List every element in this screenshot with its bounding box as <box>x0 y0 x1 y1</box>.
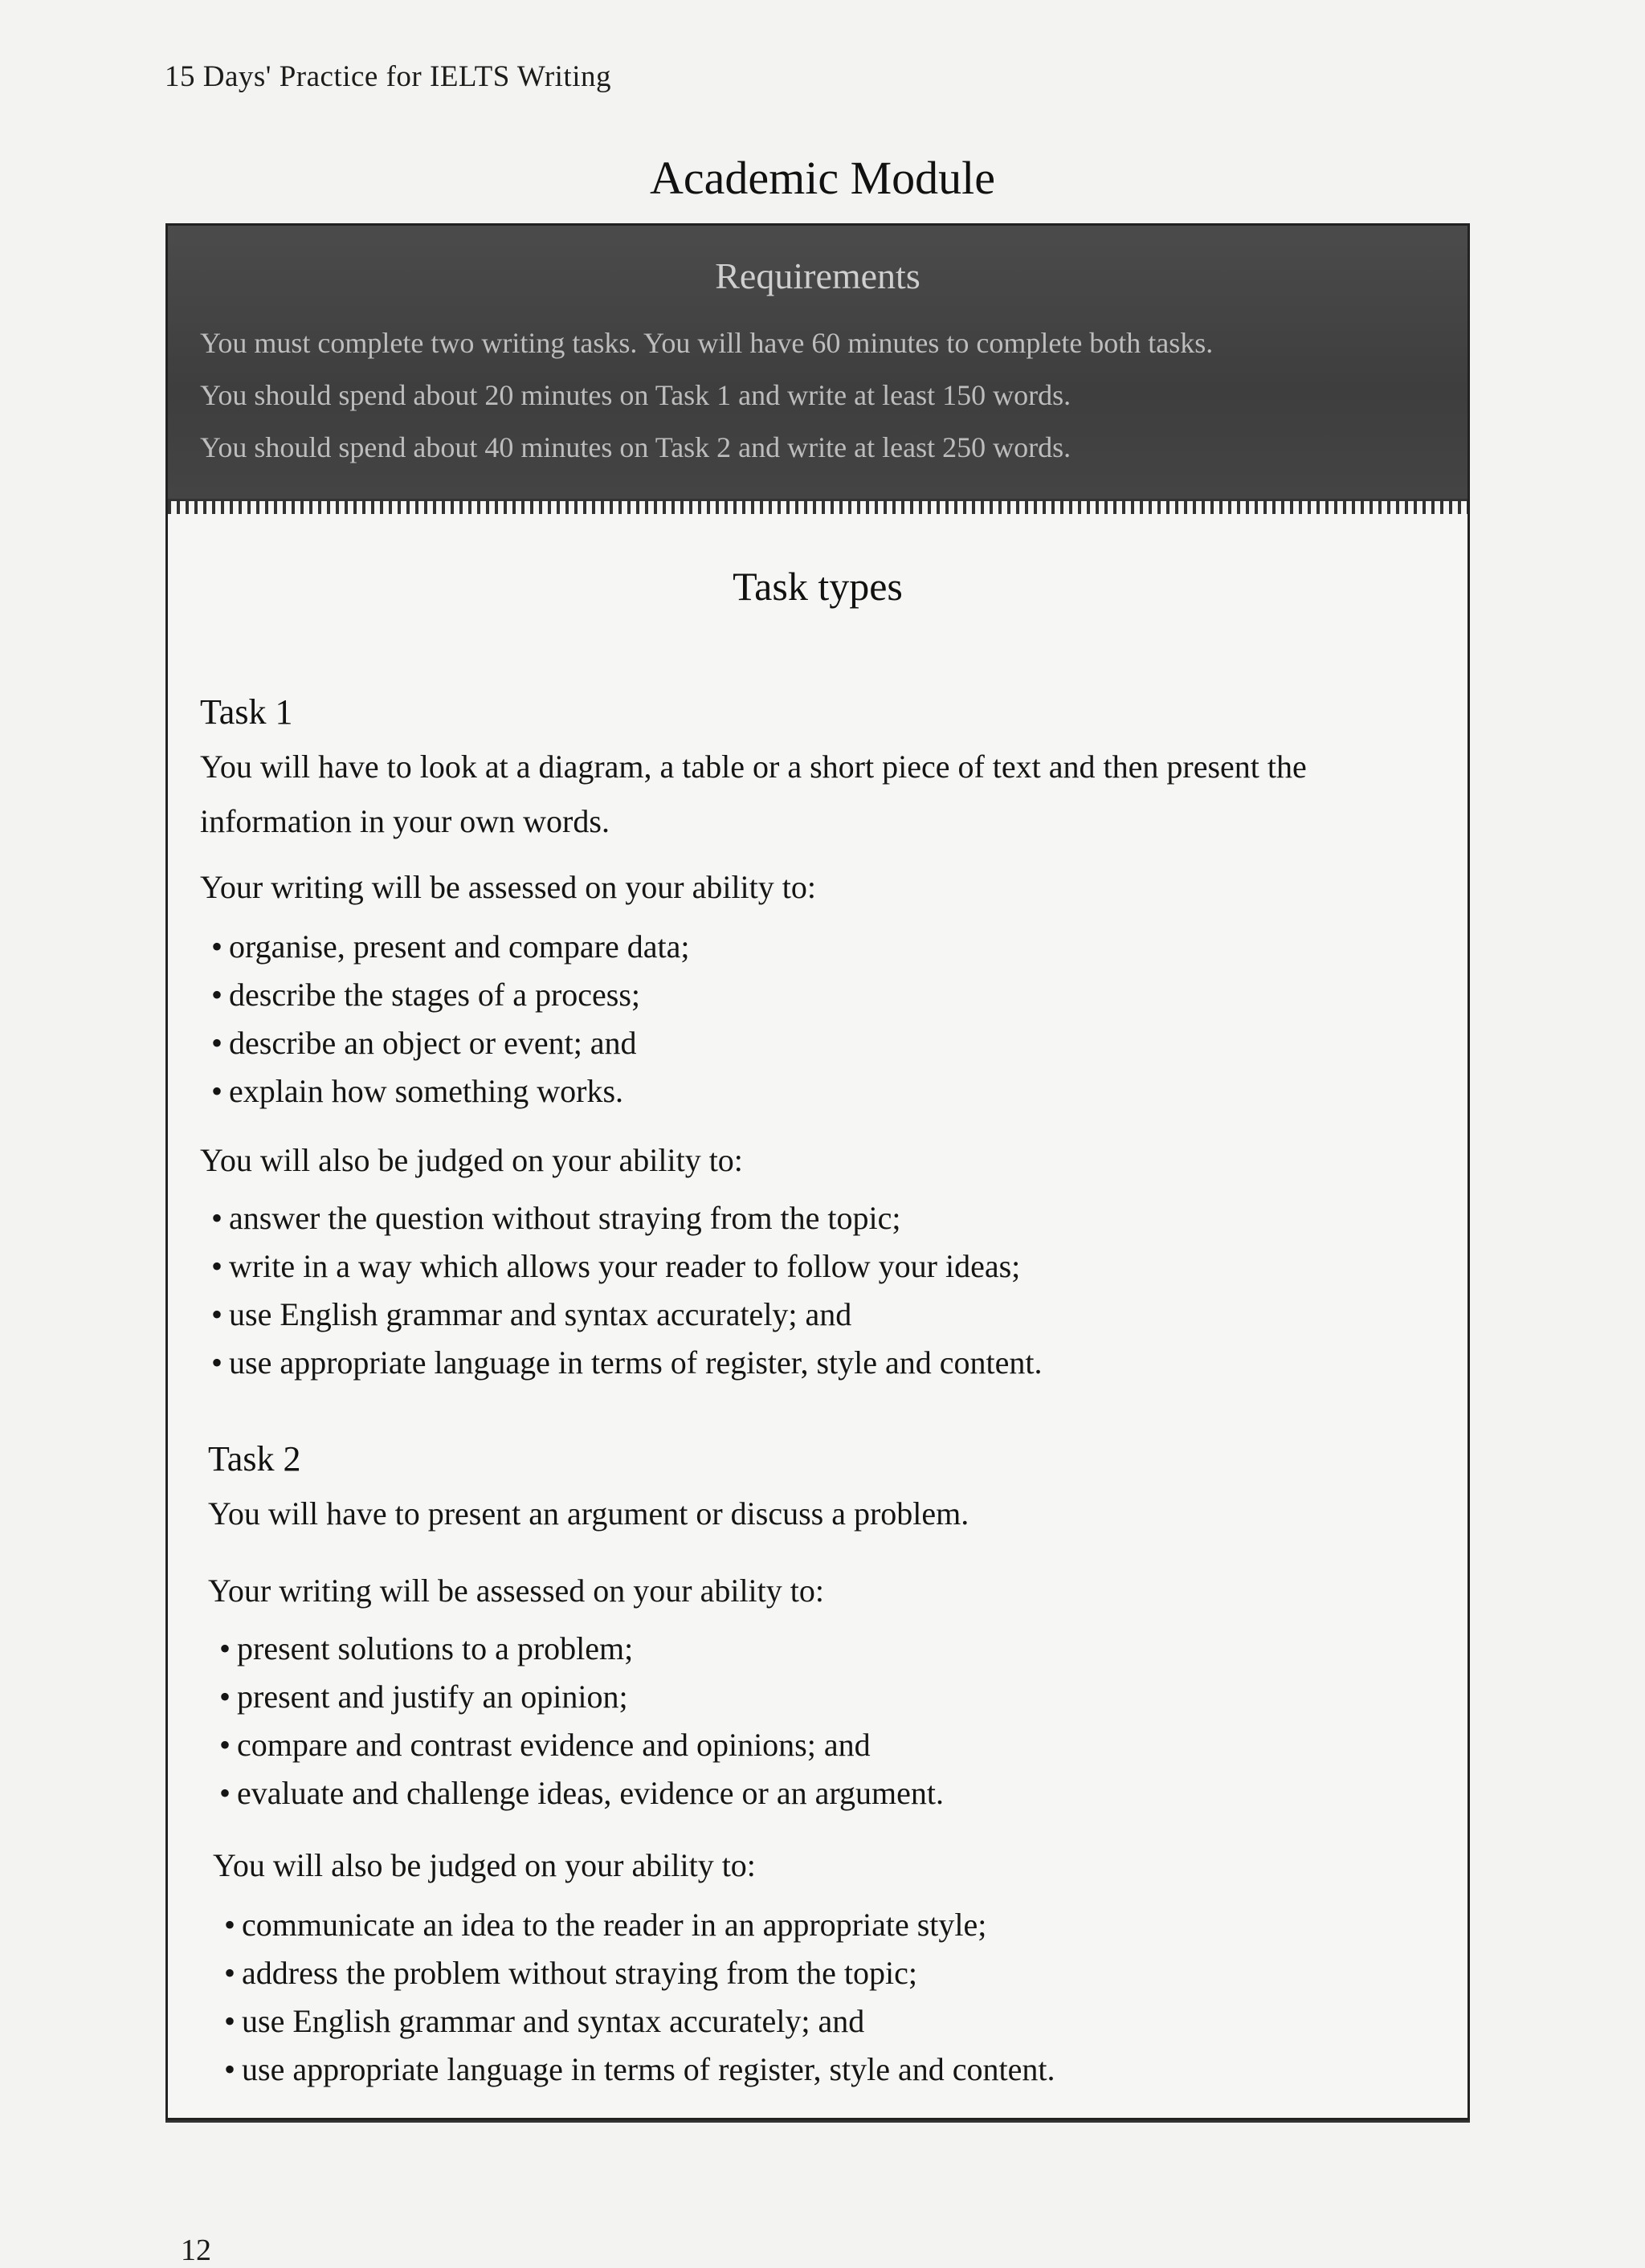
content-box <box>165 223 1470 2120</box>
list-item: • compare and contrast evidence and opinions; and <box>208 1721 944 1769</box>
list-item: • explain how something works. <box>200 1067 689 1116</box>
bottom-rule <box>165 2120 1470 2123</box>
task1-judged-list <box>200 1194 1043 1387</box>
list-item: • write in a way which allows your reader to follow your ideas; <box>200 1242 1043 1291</box>
list-item: • answer the question without straying from the topic; <box>200 1194 1043 1242</box>
task1-intro-line2: information in your own words. <box>200 803 610 839</box>
requirements-panel <box>168 226 1467 499</box>
list-item: • use appropriate language in terms of register, style and content. <box>213 2046 1055 2094</box>
list-item: • organise, present and compare data; <box>200 923 689 971</box>
requirements-line: You must complete two writing tasks. You will have 60 minutes to complete both tasks. <box>200 327 1214 359</box>
list-item: • use English grammar and syntax accurately; and <box>213 1997 1055 2046</box>
requirements-title: Requirements <box>715 255 920 296</box>
list-item: • describe an object or event; and <box>200 1019 689 1067</box>
decorative-rule <box>168 499 1467 514</box>
list-item: • present and justify an opinion; <box>208 1673 944 1721</box>
task2-heading: Task 2 <box>208 1439 301 1479</box>
requirements-line: You should spend about 20 minutes on Task 1 and write at least 150 words. <box>200 379 1071 411</box>
requirements-line: You should spend about 40 minutes on Task 2 and write at least 250 words. <box>200 431 1071 463</box>
task2-assessed-list <box>208 1625 944 1817</box>
task2-assessed-label: Your writing will be assessed on your ability to: <box>208 1573 825 1609</box>
task2-judged-label: You will also be judged on your ability to: <box>213 1847 756 1883</box>
list-item: • describe the stages of a process; <box>200 971 689 1019</box>
task1-judged-label: You will also be judged on your ability to: <box>200 1142 743 1178</box>
task1-assessed-label: Your writing will be assessed on your ability to: <box>200 869 817 905</box>
list-item: • evaluate and challenge ideas, evidence or an argument. <box>208 1769 944 1817</box>
list-item: • use English grammar and syntax accurately; and <box>200 1291 1043 1339</box>
page-number: 12 <box>181 2233 211 2267</box>
list-item: • communicate an idea to the reader in an appropriate style; <box>213 1901 1055 1949</box>
task2-intro: You will have to present an argument or discuss a problem. <box>208 1495 969 1532</box>
task1-assessed-list <box>200 923 689 1116</box>
module-title: Academic Module <box>649 152 995 204</box>
list-item: • use appropriate language in terms of register, style and content. <box>200 1339 1043 1387</box>
task2-judged-list <box>213 1901 1055 2094</box>
list-item: • present solutions to a problem; <box>208 1625 944 1673</box>
task1-heading: Task 1 <box>200 692 293 732</box>
running-head: 15 Days' Practice for IELTS Writing <box>165 60 611 93</box>
task-types-title: Task types <box>733 564 903 609</box>
task1-intro-line1: You will have to look at a diagram, a table or a short piece of text and then present the <box>200 749 1307 785</box>
list-item: • address the problem without straying from the topic; <box>213 1949 1055 1997</box>
